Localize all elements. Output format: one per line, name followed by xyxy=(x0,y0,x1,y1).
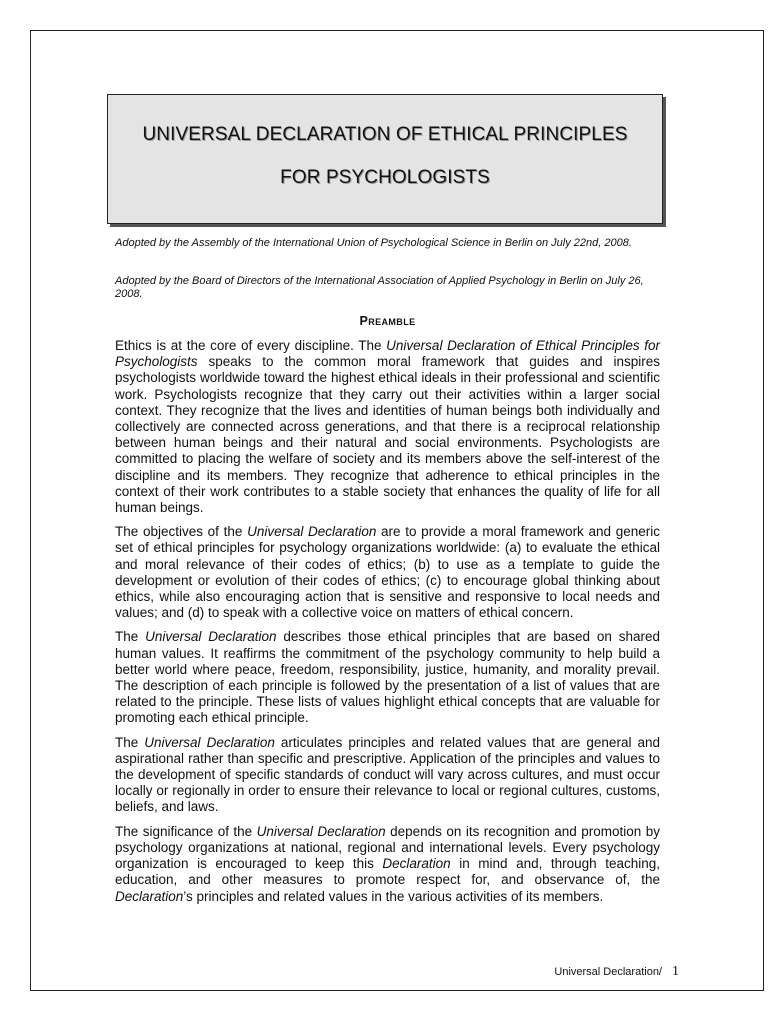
text-run: The significance of the xyxy=(115,823,257,839)
italic-run: Universal Declaration xyxy=(145,629,277,645)
adoption-note-iaap: Adopted by the Board of Directors of the International Association of Applied Psychology in Berlin on July 26, 2008. xyxy=(115,275,644,300)
italic-run: Declaration xyxy=(115,888,184,904)
document-title-line-2: FOR PSYCHOLOGISTS xyxy=(280,167,490,188)
paragraph-5 xyxy=(115,824,660,905)
italic-run: Universal Declaration of Ethical Principles for Psychologists xyxy=(115,338,660,370)
section-heading-preamble xyxy=(115,314,660,328)
italic-run: Universal Declaration xyxy=(144,734,275,750)
document-page xyxy=(30,30,764,991)
text-run: speaks to the common moral framework that guides and inspires psychologists worldwide toward the highest ethical ideals in their professional and scientific work. Psychologists recognize that they carry out their activities within a larger social context. They recognize that the lives and identities of human beings both individually and collectively are connected across generations, and that there is a reciprocal relationship between human beings and their natural and social environments. Psychologists are committed to placing the welfare of society and its members above the self-interest of the discipline and its members. They recognize that adherence to ethical principles in the context of their work contributes to a stable society that enhances the quality of life for all human beings. xyxy=(115,354,660,516)
text-run: describes those ethical principles that are based on shared human values. It reaffirms the commitment of the psychology community to help build a better world where peace, freedom, responsibility, justice, humanity, and morality prevail. The description of each principle is followed by the presentation of a list of values that are related to the principle. These lists of values highlight ethical concepts that are valuable for promoting each ethical principle. xyxy=(115,629,660,726)
section-heading-text: Preamble xyxy=(359,314,416,328)
italic-run: Declaration xyxy=(382,856,451,872)
text-run: are to provide a moral framework and generic set of ethical principles for psychology organizations worldwide: (a) to evaluate the ethical and moral relevance of their codes of ethics; (b) to use as a template to guide the development or evolution of their codes of ethics; (c) to encourage global thinking about ethics, while also encouraging action that is sensitive and responsive to local needs and values; and (d) to speak with a collective voice on matters of ethical concern. xyxy=(115,524,660,621)
paragraph-2 xyxy=(115,524,660,621)
text-run: The xyxy=(115,629,146,645)
page-footer xyxy=(554,964,679,980)
adoption-note-iups: Adopted by the Assembly of the International Union of Psychological Science in Berlin on July 22nd, 2008. xyxy=(115,237,632,249)
page-number: 1 xyxy=(672,964,679,979)
italic-run: Universal Declaration xyxy=(247,524,377,540)
document-title-line-1: UNIVERSAL DECLARATION OF ETHICAL PRINCIPLES xyxy=(142,124,628,145)
text-run: The objectives of the xyxy=(115,524,248,540)
paragraph-4 xyxy=(115,735,660,816)
italic-run: Universal Declaration xyxy=(256,823,386,839)
text-run: The xyxy=(115,734,145,750)
text-run: articulates principles and related values that are general and aspirational rather than specific and prescriptive. Application of the principles and values to the development of specific standards of conduct will vary across cultures, and must occur locally or regionally in order to ensure their relevance to local or regional cultures, customs, beliefs, and laws. xyxy=(115,734,660,815)
text-run: in mind and, through teaching, education, and other measures to promote respect for, and observance of, the xyxy=(115,856,661,888)
title-box xyxy=(107,94,663,224)
footer-label: Universal Declaration/ xyxy=(554,966,662,978)
text-run: Ethics is at the core of every discipline. The xyxy=(115,338,387,353)
paragraph-1 xyxy=(115,338,660,516)
preamble-body xyxy=(115,338,660,913)
text-run: depends on its recognition and promotion by psychology organizations at national, regional and international levels. Every psychology organization is encouraged to keep this xyxy=(115,823,660,872)
text-run: ’s principles and related values in the various activities of its members. xyxy=(183,888,604,904)
paragraph-3 xyxy=(115,629,660,726)
